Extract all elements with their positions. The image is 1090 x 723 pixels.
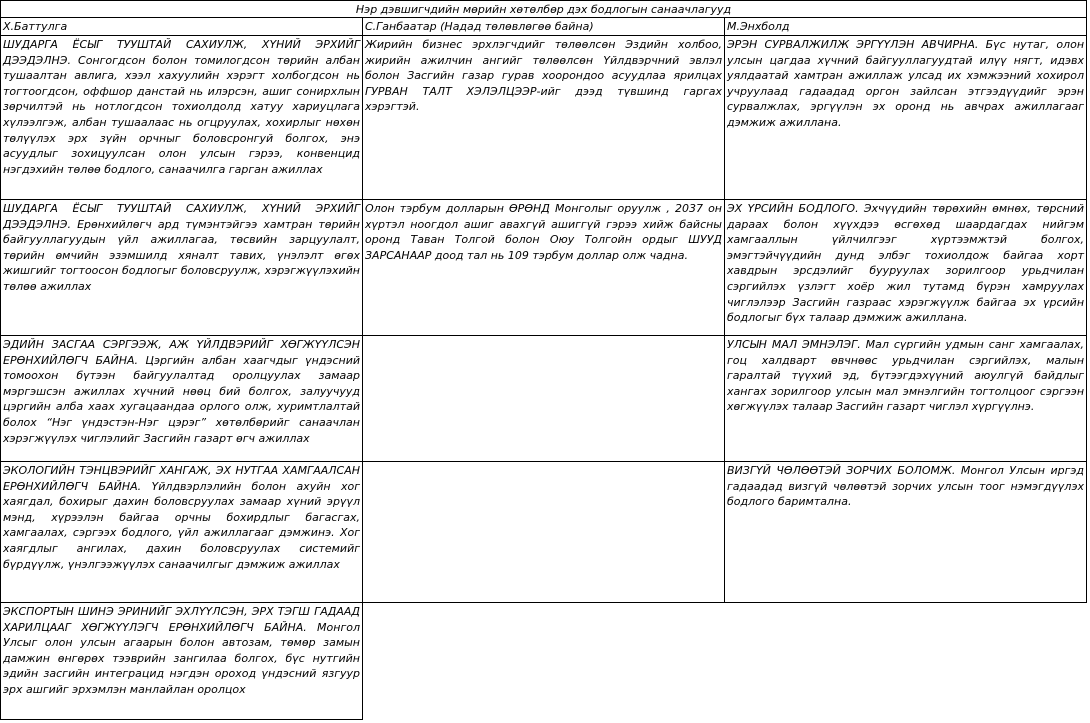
table-cell: ШУДАРГА ЁСЫГ ТУУШТАЙ САХИУЛЖ, ХҮНИЙ ЭРХИЙГ ДЭЭДЭЛНЭ. Сонгогдсон болон томилогдсон төрийн албан тушаалтан авлига, хээл хахуулийн хэрэгт холбогдсон нь тогтоогдсон, оффшор данстай нь илэрсэн, ашиг сонирхлын зөрчилтэй нь нотлогдсон тохиолдолд хатуу хариуцлага хүлээлгэж, албан тушаалаас нь огцруулах, хохирлыг нөхөн төлүүлэх эрх зүйн орчныг боловсронгуй болгох, энэ асуудлыг зохицуулсан олон улсын гэрээ, конвенцид нэгдэхийн төлөө бодлого, санаачилга гарган ажиллах xyxy=(1,36,363,200)
table-cell: ШУДАРГА ЁСЫГ ТУУШТАЙ САХИУЛЖ, ХҮНИЙ ЭРХИЙГ ДЭЭДЭЛНЭ. Ерөнхийлөгч ард түмэнтэйгээ хамтран төрийн байгууллагуудын үйл ажиллагаа, төсвийн зарцуулалт, төрийн өмчийн эзэмшилд хяналт тавих, үнэлэлт өгөх жишгийг тогтоосон бодлогыг боловсруулж, хэрэгжүүлэхийн төлөө ажиллах xyxy=(1,200,363,336)
table-row xyxy=(1,36,1087,200)
table-row xyxy=(1,200,1087,336)
table-cell: Жирийн бизнес эрхлэгчдийг төлөөлсөн Эздийн холбоо, жирийн ажилчин ангийг төлөөлсөн Үйлдвэрчний эвлэл болон Засгийн газар гурав хоорондоо асуудлаа ярилцах ГУРВАН ТАЛТ ХЭЛЭЛЦЭЭР-ийг дээд түвшинд гаргах хэрэгтэй. xyxy=(363,36,725,200)
header-battulga: Х.Баттулга xyxy=(1,18,363,36)
table-cell: ЭДИЙН ЗАСГАА СЭРГЭЭЖ, АЖ ҮЙЛДВЭРИЙГ ХӨГЖҮҮЛСЭН ЕРӨНХИЙЛӨГЧ БАЙНА. Цэргийн албан хаагчдыг үндэсний томоохон бүтээн байгуулалтад оролцуулах замаар мэргэшсэн ажиллах хүчний нөөц бий болгох, залуучууд цэргийн алба хаах хугацаандаа орлого олж, хуримтлалтай болох “Нэг үндэстэн-Нэг цэрэг” хөтөлбөрийг санаачлан хэрэгжүүлэх чиглэлийг Засгийн газарт өгч ажиллах xyxy=(1,336,363,462)
table-cell: ВИЗГҮЙ ЧӨЛӨӨТЭЙ ЗОРЧИХ БОЛОМЖ. Монгол Улсын иргэд гадаадад визгүй чөлөөтэй зорчих улсын тоог нэмэгдүүлэх бодлого баримтална. xyxy=(725,462,1087,603)
table-cell-blank xyxy=(363,603,725,720)
table-row xyxy=(1,462,1087,603)
table-cell-empty xyxy=(363,462,725,603)
header-ganbaatar: С.Ганбаатар (Надад төлөвлөгөө байна) xyxy=(363,18,725,36)
table-cell: ЭКСПОРТЫН ШИНЭ ЭРИНИЙГ ЭХЛҮҮЛСЭН, ЭРХ ТЭГШ ГАДААД ХАРИЛЦААГ ХӨГЖҮҮЛЭГЧ ЕРӨНХИЙЛӨГЧ БАЙНА. Монгол Улсыг олон улсын агаарын болон автозам, төмөр замын дамжин өнгөрөх тээврийн зангилаа болгох, бүс нутгийн эдийн засгийн интеграцид нэгдэн ороход үндэсний язгуур эрх ашгийг эрхэмлэн манлайлан оролцох xyxy=(1,603,363,720)
table-cell: ЭХ ҮРСИЙН БОДЛОГО. Эхчүүдийн төрөхийн өмнөх, төрсний дараах болон хүүхдээ өсгөхөд шаардагдах нийгэм хамгааллын үйлчилгээг хүртээмжтэй болгох, эмэгтэйчүүдийн дунд элбэг тохиолдож байгаа хорт хавдрын эрсдэлийг бууруулах зорилгоор урьдчилан сэргийлэх үзлэгт хоёр жил тутамд бүрэн хамруулах чиглэлээр Засгийн газраас хэрэгжүүлж байгаа эх үрсийн бодлогыг бүх талаар дэмжиж ажиллана. xyxy=(725,200,1087,336)
table-row xyxy=(1,603,1087,720)
table-cell-empty xyxy=(363,336,725,462)
table-cell-blank xyxy=(725,603,1087,720)
header-enkhbold: М.Энхболд xyxy=(725,18,1087,36)
table-cell: Олон тэрбум долларын ӨРӨНД Монголыг оруулж , 2037 он хүртэл ноогдол ашиг авахгүй ашиггүй гэрээ хийж байсны оронд Таван Толгой болон Оюу Толгойн ордыг ШУУД ЗАРСАНААР доод тал нь 109 тэрбум доллар олж чадна. xyxy=(363,200,725,336)
table-title: Нэр дэвшигчдийн мөрийн хөтөлбөр дэх бодлогын санаачлагууд xyxy=(1,1,1087,18)
table-cell: УЛСЫН МАЛ ЭМНЭЛЭГ. Мал сүргийн удмын санг хамгаалах, гоц халдварт өвчнөөс урьдчилан сэргийлэх, малын гаралтай түүхий эд, бүтээгдэхүүний аюулгүй байдлыг хангах зорилгоор улсын мал эмнэлгийн тогтолцоог сэргээн хөгжүүлэх талаар Засгийн газарт чиглэл хүргүүлнэ. xyxy=(725,336,1087,462)
table-title-row xyxy=(1,1,1087,18)
table-cell: ЭКОЛОГИЙН ТЭНЦВЭРИЙГ ХАНГАЖ, ЭХ НУТГАА ХАМГААЛСАН ЕРӨНХИЙЛӨГЧ БАЙНА. Үйлдвэрлэлийн болон ахуйн хог хаягдал, бохирыг дахин боловсруулах замаар хүний эрүүл мэнд, хүрээлэн байгаа орчны бохирдлыг багасгах, хамгаалах, сэргээх бодлого, үйл ажиллагааг дэмжинэ. Хог хаягдлыг ангилах, дахин боловсруулах системийг бүрдүүлж, үнэлгээжүүлэх санаачилгыг дэмжиж ажиллах xyxy=(1,462,363,603)
table-header-row xyxy=(1,18,1087,36)
table-row xyxy=(1,336,1087,462)
table-cell: ЭРЭН СУРВАЛЖИЛЖ ЭРГҮҮЛЭН АВЧИРНА. Бүс нутаг, олон улсын цагдаа хүчний байгууллагуудтай илүү нягт, идэвх уялдаатай хамтран ажиллаж улсад их хэмжээний хохирол учруулаад гадаадад оргон зайлсан этгээдүүдийг эрэн сурвалжлах, эргүүлэн эх оронд нь авчрах ажиллагааг дэмжиж ажиллана. xyxy=(725,36,1087,200)
